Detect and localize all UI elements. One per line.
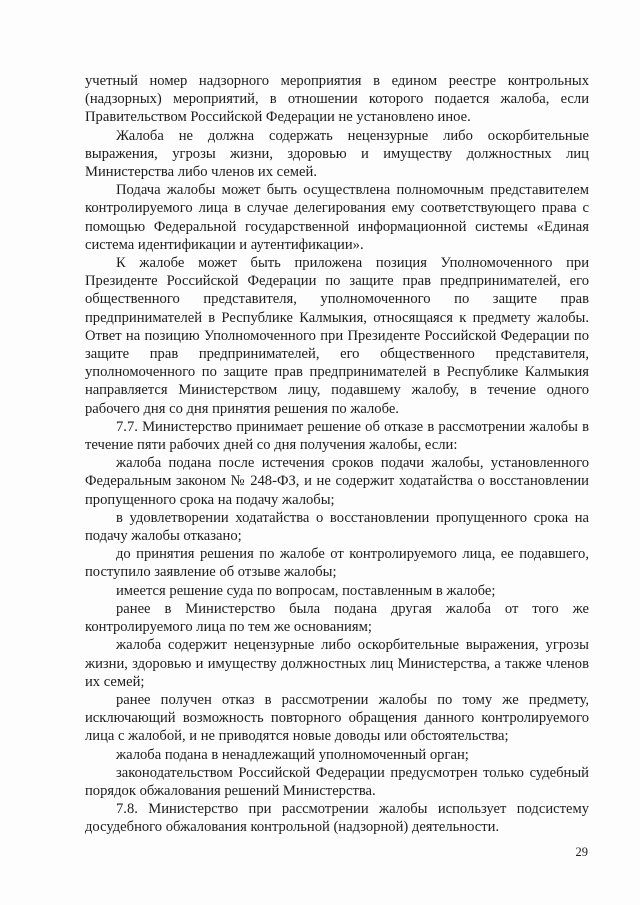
list-item-petition-denied: в удовлетворении ходатайства о восстановлении пропущенного срока на подачу жалобы отказано; [85,509,589,545]
paragraph-registry-number: учетный номер надзорного мероприятия в едином реестре контрольных (надзорных) мероприятий, в отношении которого подается жалоба, если Правительством Российской Федерации не установлено иное. [85,73,589,126]
list-item-offensive-content: жалоба содержит нецензурные либо оскорбительные выражения, угрозы жизни, здоровью и имуществу должностных лиц Министерства, а также членов их семей; [85,637,589,690]
list-item-court-decision: имеется решение суда по вопросам, поставленным в жалобе; [116,582,496,599]
list-item-judicial-only: законодательством Российской Федерации предусмотрен только судебный порядок обжалования решений Министерства. [85,764,589,799]
list-item-prior-refusal: ранее получен отказ в рассмотрении жалобы по тому же предмету, исключающий возможность повторного обращения данного контролируемого лица с жалобой, и не приводятся новые доводы или обстоятельства; [85,691,589,745]
paragraph-7-8-subsystem: 7.8. Министерство при рассмотрении жалобы использует подсистему досудебного обжалования контрольной (надзорной) деятельности. [85,801,589,836]
paragraph-7-7-refusal: 7.7. Министерство принимает решение об отказе в рассмотрении жалобы в течение пяти рабочих дней со дня получения жалобы, если: [85,418,589,454]
paragraph-ombudsman-position: К жалобе может быть приложена позиция Уполномоченного при Президенте Российской Федерации по защите прав предпринимателей, его общественного представителя, уполномоченного по защите прав предпринимателей в Республике Калмыкия, относящаяся к предмету жалобы. Ответ на позицию Уполномоченного при Президенте Российской Федерации по защите прав предпринимателей, его общественного представителя, уполномоченного по защите прав предпринимателей в Республике Калмыкия направляется Министерством лицу, подавшему жалобу, в течение одного рабочего дня со дня принятия решения по жалобе. [85,255,589,417]
paragraph-content-restrictions: Жалоба не должна содержать нецензурные либо оскорбительные выражения, угрозы жизни, здоровью и имуществу должностных лиц Министерства либо членов их семей. [85,127,589,181]
list-item-duplicate-complaint: ранее в Министерство была подана другая жалоба от того же контролируемого лица по тем же основаниям; [85,600,589,636]
list-item-complaint-withdrawn: до принятия решения по жалобе от контролируемого лица, ее подавшего, поступило заявление об отзыве жалобы; [85,546,589,581]
list-item-deadline-missed: жалоба подана после истечения сроков подачи жалобы, установленного Федеральным законом № 248-ФЗ, и не содержит ходатайства о восстановлении пропущенного срока на подачу жалобы; [85,455,589,508]
paragraph-representative-filing: Подача жалобы может быть осуществлена полномочным представителем контролируемого лица в случае делегирования ему соответствующего права с помощью Федеральной государственной информационной системы «Единая система идентификации и аутентификации». [85,182,589,253]
list-item-wrong-authority: жалоба подана в ненадлежащий уполномоченный орган; [116,746,469,763]
page-number: 29 [575,845,588,859]
body-text [85,72,589,837]
